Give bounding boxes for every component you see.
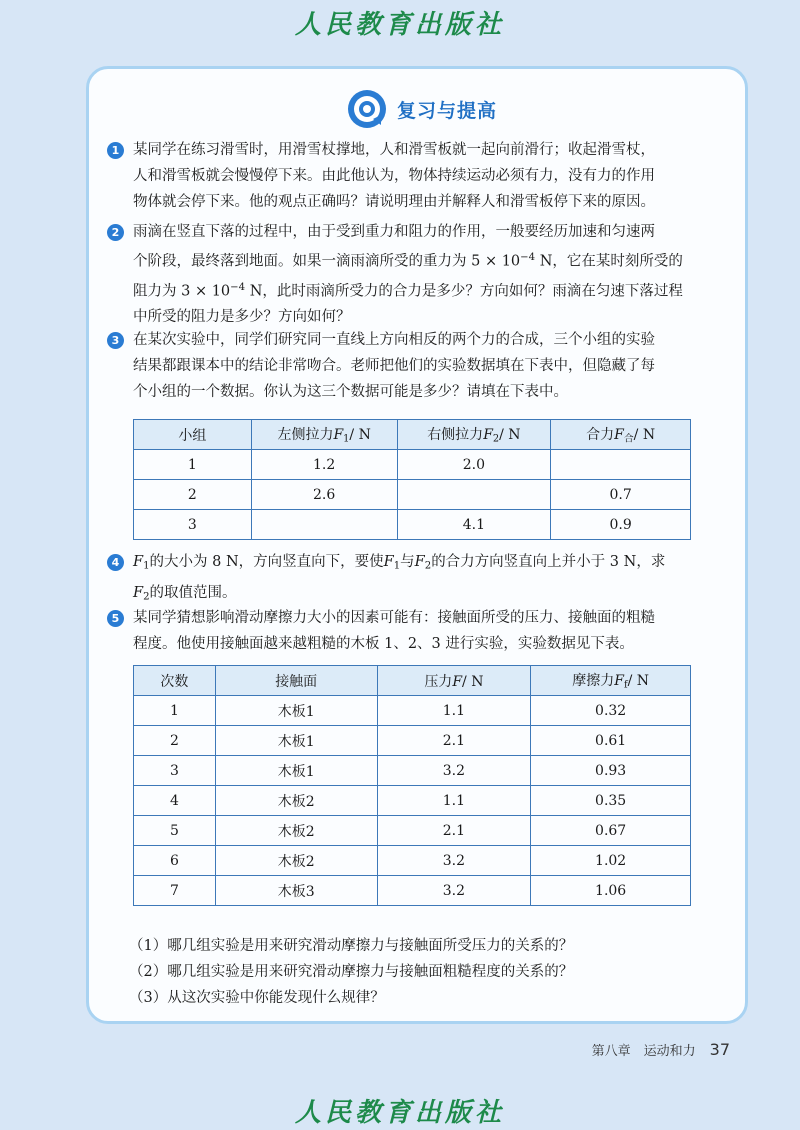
cell: 木板1 (215, 756, 377, 786)
cell (397, 480, 551, 510)
question-number-badge: 5 (107, 610, 124, 627)
page-number: 37 (709, 1040, 730, 1059)
publisher-logo-top: 人民教育出版社 (294, 10, 505, 40)
question-4 (107, 549, 735, 610)
question-line: 在某次实验中，同学们研究同一直线上方向相反的两个力的合成，三个小组的实验 (133, 332, 655, 348)
page-footer (592, 1040, 730, 1059)
question-text (133, 605, 735, 657)
question-text (133, 327, 735, 405)
table-row (134, 786, 691, 816)
cell: 0.61 (531, 726, 691, 756)
cell: 1 (134, 450, 252, 480)
cell: 2.6 (251, 480, 397, 510)
question-text (133, 549, 735, 610)
question-number-badge: 2 (107, 224, 124, 241)
subquestion-2: （2）哪几组实验是用来研究滑动摩擦力与接触面粗糙程度的关系的？ (129, 964, 574, 980)
cell: 2.1 (377, 726, 531, 756)
cell: 2 (134, 480, 252, 510)
cell: 1.1 (377, 696, 531, 726)
force-composition-table (133, 419, 691, 540)
cell: 0.93 (531, 756, 691, 786)
question-line: 中所受的阻力是多少？方向如何？ (133, 309, 351, 326)
question-line: $F_2$的取值范围。 (133, 584, 237, 603)
table-row (134, 846, 691, 876)
publisher-logo-bottom: 人民教育出版社 (294, 1098, 505, 1128)
cell: 0.32 (531, 696, 691, 726)
question-line: 阻力为 $3 \times 10^{-4}$ N，此时雨滴所受力的合力是多少？方向如何？雨滴在匀速下落过程 (133, 281, 683, 300)
header-group: 小组 (134, 420, 252, 450)
table-row (134, 726, 691, 756)
cell: 1.02 (531, 846, 691, 876)
header-resultant-force: 合力$F_合/$ N (551, 420, 691, 450)
section-title: 复习与提高 (397, 99, 498, 122)
cell: 0.35 (531, 786, 691, 816)
table-header-row (134, 420, 691, 450)
table-row (134, 450, 691, 480)
cell: 3.2 (377, 846, 531, 876)
header-pressure: 压力F/ N (377, 666, 531, 696)
question-2 (107, 219, 735, 330)
cell: 6 (134, 846, 216, 876)
cell: 3 (134, 510, 252, 540)
table-row (134, 510, 691, 540)
cell: 1 (134, 696, 216, 726)
subquestion-1: （1）哪几组实验是用来研究滑动摩擦力与接触面所受压力的关系的？ (129, 938, 574, 954)
cell: 2.1 (377, 816, 531, 846)
cell (251, 510, 397, 540)
cell: 3.2 (377, 756, 531, 786)
header-right-force: 右侧拉力$F_2/$ N (397, 420, 551, 450)
cell: 1.1 (377, 786, 531, 816)
cell: 0.67 (531, 816, 691, 846)
cell: 3.2 (377, 876, 531, 906)
cell: 木板3 (215, 876, 377, 906)
chapter-label: 第八章 运动和力 (591, 1044, 696, 1059)
table-row (134, 756, 691, 786)
review-card (86, 66, 748, 1024)
question-line: 雨滴在竖直下落的过程中，由于受到重力和阻力的作用，一般要经历加速和匀速两 (133, 224, 655, 240)
cell: 0.7 (551, 480, 691, 510)
cell: 木板1 (215, 696, 377, 726)
cell: 4 (134, 786, 216, 816)
cell: 1.2 (251, 450, 397, 480)
table-row (134, 876, 691, 906)
cell: 木板2 (215, 846, 377, 876)
section-header (347, 89, 497, 129)
cell: 3 (134, 756, 216, 786)
question-text (133, 219, 735, 330)
question-line: 程度。他使用接触面越来越粗糙的木板 1、2、3 进行实验，实验数据见下表。 (133, 636, 634, 652)
cell: 木板2 (215, 786, 377, 816)
question-1 (107, 137, 735, 215)
subquestion-3: （3）从这次实验中你能发现什么规律？ (129, 990, 385, 1006)
table-row (134, 480, 691, 510)
header-surface: 接触面 (215, 666, 377, 696)
cell: 5 (134, 816, 216, 846)
question-line: 结果都跟课本中的结论非常吻合。老师把他们的实验数据填在下表中，但隐藏了每 (133, 358, 655, 374)
question-number-badge: 4 (107, 554, 124, 571)
question-number-badge: 1 (107, 142, 124, 159)
cell: 2 (134, 726, 216, 756)
question-line: 个小组的一个数据。你认为这三个数据可能是多少？请填在下表中。 (133, 384, 568, 400)
question-line: $F_1$的大小为 8 N，方向竖直向下，要使$F_1$与$F_2$的合力方向竖直向上并小于 3 N，求 (133, 554, 666, 572)
header-friction: 摩擦力$F_f/$ N (531, 666, 691, 696)
table-header-row (134, 666, 691, 696)
cell: 7 (134, 876, 216, 906)
question-line: 某同学在练习滑雪时，用滑雪杖撑地，人和滑雪板就一起向前滑行；收起滑雪杖， (133, 142, 655, 158)
question-5 (107, 605, 735, 657)
cell: 0.9 (551, 510, 691, 540)
table-row (134, 816, 691, 846)
question-line: 物体就会停下来。他的观点正确吗？请说明理由并解释人和滑雪板停下来的原因。 (133, 194, 655, 210)
question-line: 人和滑雪板就会慢慢停下来。由此他认为，物体持续运动必须有力，没有力的作用 (133, 168, 655, 184)
target-icon (347, 89, 387, 129)
header-left-force: 左侧拉力$F_1/$ N (251, 420, 397, 450)
question-text (133, 137, 735, 215)
cell: 1.06 (531, 876, 691, 906)
header-count: 次数 (134, 666, 216, 696)
question-3 (107, 327, 735, 405)
question-line: 个阶段，最终落到地面。如果一滴雨滴所受的重力为 $5 \times 10^{-4}$ N，它在某时刻所受的 (133, 252, 683, 270)
cell (551, 450, 691, 480)
question-line: 某同学猜想影响滑动摩擦力大小的因素可能有：接触面所受的压力、接触面的粗糙 (133, 610, 655, 626)
cell: 木板2 (215, 816, 377, 846)
table-row (134, 696, 691, 726)
cell: 2.0 (397, 450, 551, 480)
cell: 4.1 (397, 510, 551, 540)
cell: 木板1 (215, 726, 377, 756)
friction-data-table (133, 665, 691, 906)
question-number-badge: 3 (107, 332, 124, 349)
